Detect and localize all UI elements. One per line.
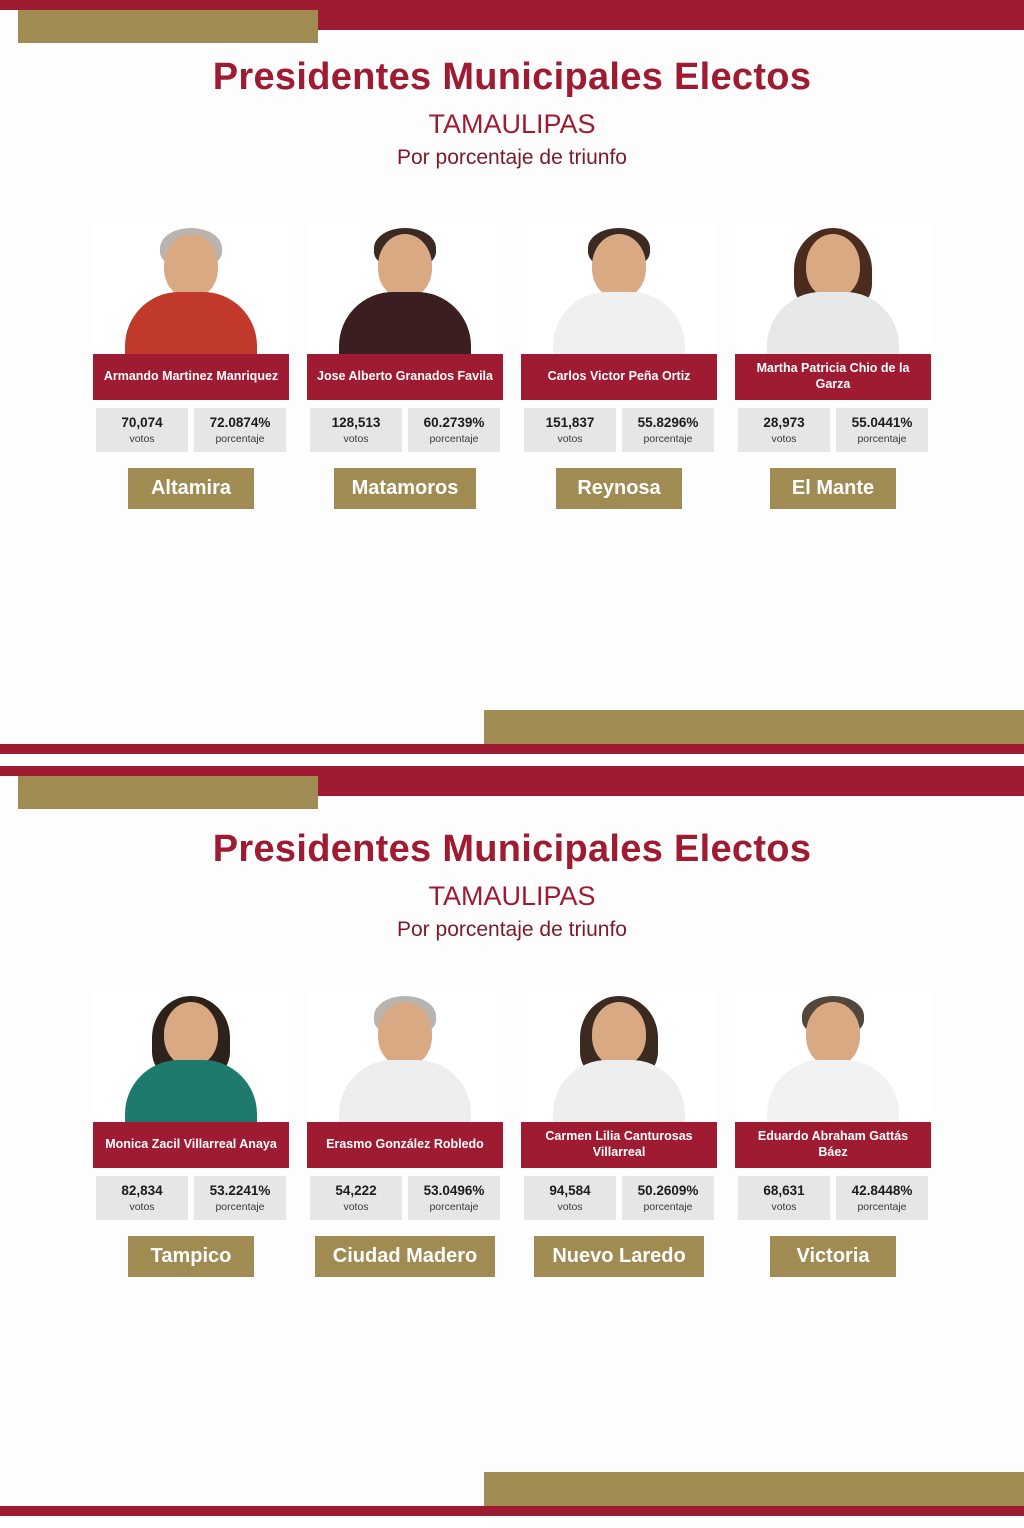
percentage-stat [408, 408, 500, 452]
votes-value: 68,631 [763, 1183, 805, 1198]
votes-label: votos [771, 1200, 797, 1213]
percentage-label: porcentaje [857, 1200, 907, 1213]
percentage-value: 72.0874% [209, 415, 271, 430]
percentage-label: porcentaje [215, 432, 265, 445]
percentage-stat [836, 1176, 928, 1220]
votes-value: 54,222 [335, 1183, 377, 1198]
candidate-stats [93, 408, 289, 452]
portrait-head-shape [164, 234, 218, 298]
votes-label: votos [129, 1200, 155, 1213]
percentage-value: 50.2609% [637, 1183, 699, 1198]
candidate-portrait [521, 990, 717, 1122]
page-gap [0, 754, 1024, 766]
candidate-name: Armando Martinez Manriquez [93, 354, 289, 400]
candidate-name: Carlos Victor Peña Ortiz [521, 354, 717, 400]
candidate-stats [735, 408, 931, 452]
portrait-head-shape [164, 1002, 218, 1066]
slide-two [0, 766, 1024, 1528]
municipality-name: Victoria [770, 1236, 896, 1277]
portrait-head-shape [592, 1002, 646, 1066]
percentage-label: porcentaje [429, 1200, 479, 1213]
municipality-name: Matamoros [334, 468, 477, 509]
percentage-label: porcentaje [429, 432, 479, 445]
page-title: Presidentes Municipales Electos [212, 828, 812, 870]
votes-stat [310, 408, 402, 452]
percentage-value: 55.0441% [851, 415, 913, 430]
percentage-value: 53.0496% [423, 1183, 485, 1198]
top-gold-block [18, 10, 318, 43]
percentage-stat [194, 408, 286, 452]
votes-label: votos [557, 432, 583, 445]
portrait-body-shape [767, 1060, 899, 1122]
candidate-portrait [93, 222, 289, 354]
candidate-card [521, 990, 717, 1277]
candidate-stats [93, 1176, 289, 1220]
municipality-name: Nuevo Laredo [534, 1236, 703, 1277]
votes-stat [310, 1176, 402, 1220]
percentage-stat [194, 1176, 286, 1220]
state-name: TAMAULIPAS [428, 109, 596, 139]
candidate-card [307, 222, 503, 509]
votes-value: 70,074 [121, 415, 163, 430]
candidate-card [735, 990, 931, 1277]
bottom-gold-block [484, 710, 1024, 744]
candidate-name: Jose Alberto Granados Favila [307, 354, 503, 400]
percentage-label: porcentaje [215, 1200, 265, 1213]
candidate-card [735, 222, 931, 509]
candidate-name: Monica Zacil Villarreal Anaya [93, 1122, 289, 1168]
percentage-value: 53.2241% [209, 1183, 271, 1198]
candidate-card [93, 990, 289, 1277]
bottom-gold-block [484, 1472, 1024, 1506]
portrait-body-shape [339, 292, 471, 354]
percentage-stat [836, 408, 928, 452]
candidate-stats [307, 1176, 503, 1220]
portrait-body-shape [767, 292, 899, 354]
percentage-stat [408, 1176, 500, 1220]
portrait-head-shape [806, 1002, 860, 1066]
municipality-name: Ciudad Madero [315, 1236, 495, 1277]
portrait-head-shape [592, 234, 646, 298]
page-title: Presidentes Municipales Electos [212, 56, 812, 98]
candidate-name: Erasmo González Robledo [307, 1122, 503, 1168]
candidate-card-row [0, 990, 1024, 1277]
candidate-portrait [307, 990, 503, 1122]
percentage-label: porcentaje [857, 432, 907, 445]
state-name: TAMAULIPAS [428, 881, 596, 911]
candidate-stats [521, 408, 717, 452]
votes-stat [96, 1176, 188, 1220]
bottom-red-strip [0, 744, 1024, 754]
candidate-portrait [735, 222, 931, 354]
votes-stat [738, 1176, 830, 1220]
top-red-block [318, 766, 1024, 796]
votes-value: 94,584 [549, 1183, 591, 1198]
votes-value: 28,973 [763, 415, 805, 430]
percentage-stat [622, 1176, 714, 1220]
candidate-name: Eduardo Abraham Gattás Báez [735, 1122, 931, 1168]
candidate-card-row [0, 222, 1024, 509]
percentage-label: porcentaje [643, 1200, 693, 1213]
votes-value: 151,837 [545, 415, 595, 430]
percentage-stat [622, 408, 714, 452]
candidate-stats [735, 1176, 931, 1220]
page-gap [0, 1516, 1024, 1528]
municipality-name: El Mante [770, 468, 896, 509]
votes-label: votos [343, 1200, 369, 1213]
votes-label: votos [771, 432, 797, 445]
votes-stat [524, 1176, 616, 1220]
municipality-name: Tampico [128, 1236, 254, 1277]
percentage-value: 55.8296% [637, 415, 699, 430]
candidate-portrait [735, 990, 931, 1122]
top-red-block [318, 0, 1024, 30]
portrait-head-shape [378, 234, 432, 298]
candidate-card [521, 222, 717, 509]
portrait-body-shape [553, 1060, 685, 1122]
percentage-value: 60.2739% [423, 415, 485, 430]
candidate-name: Martha Patricia Chio de la Garza [735, 354, 931, 400]
candidate-card [93, 222, 289, 509]
votes-stat [96, 408, 188, 452]
votes-value: 82,834 [121, 1183, 163, 1198]
candidate-card [307, 990, 503, 1277]
page-subtitle: Por porcentaje de triunfo [397, 918, 627, 941]
votes-stat [738, 408, 830, 452]
candidate-portrait [521, 222, 717, 354]
top-gold-block [18, 776, 318, 809]
percentage-value: 42.8448% [851, 1183, 913, 1198]
portrait-body-shape [339, 1060, 471, 1122]
portrait-body-shape [553, 292, 685, 354]
votes-label: votos [343, 432, 369, 445]
candidate-portrait [307, 222, 503, 354]
municipality-name: Altamira [128, 468, 254, 509]
portrait-head-shape [806, 234, 860, 298]
candidate-stats [521, 1176, 717, 1220]
percentage-label: porcentaje [643, 432, 693, 445]
portrait-head-shape [378, 1002, 432, 1066]
candidate-name: Carmen Lilia Canturosas Villarreal [521, 1122, 717, 1168]
page-subtitle: Por porcentaje de triunfo [397, 146, 627, 169]
votes-label: votos [557, 1200, 583, 1213]
portrait-body-shape [125, 292, 257, 354]
votes-label: votos [129, 432, 155, 445]
portrait-body-shape [125, 1060, 257, 1122]
candidate-portrait [93, 990, 289, 1122]
votes-stat [524, 408, 616, 452]
bottom-red-strip [0, 1506, 1024, 1516]
votes-value: 128,513 [331, 415, 381, 430]
municipality-name: Reynosa [556, 468, 682, 509]
candidate-stats [307, 408, 503, 452]
